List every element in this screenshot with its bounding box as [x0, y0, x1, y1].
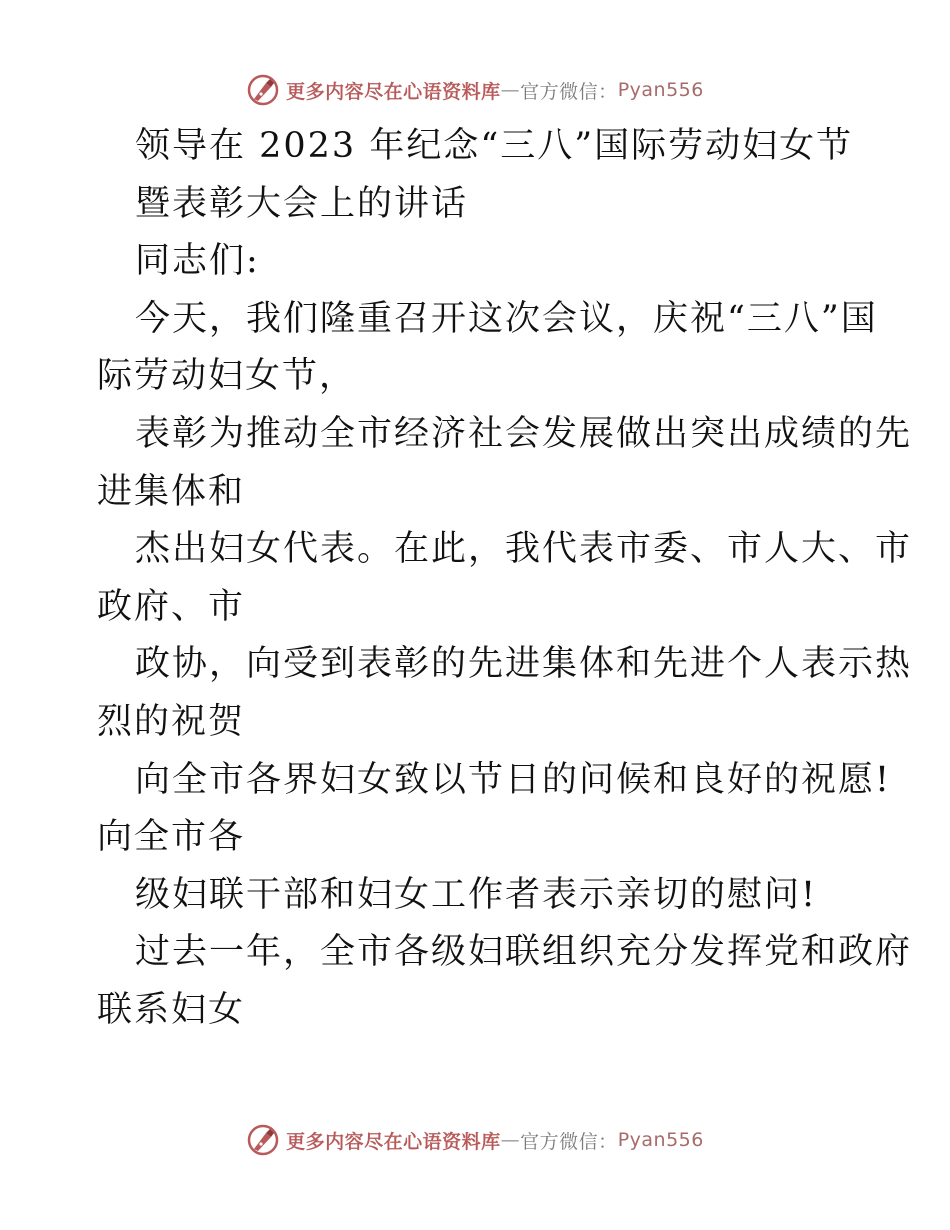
body-line: 政府、市: [97, 586, 246, 627]
watermark-wechat-id: Pyan556: [617, 1129, 704, 1151]
body-line: 表彰为推动全市经济社会发展做出突出成绩的先: [135, 413, 913, 454]
watermark-wechat-label: 官方微信：: [520, 80, 618, 103]
watermark-wechat-label: 官方微信：: [520, 1130, 618, 1153]
title-line-1: 领导在 2023 年纪念“三八”国际劳动妇女节: [135, 126, 854, 166]
body-line: 过去一年，全市各级妇联组织充分发挥党和政府: [135, 932, 913, 973]
header-watermark: [0, 70, 950, 110]
body-line: 今天，我们隆重召开这次会议，庆祝“三八”国: [135, 298, 878, 339]
body-line: 杰出妇女代表。在此，我代表市委、市人大、市: [135, 529, 913, 570]
body-line: 向全市各: [97, 817, 246, 858]
body-line: 烈的祝贺: [97, 701, 246, 742]
watermark-wechat-id: Pyan556: [617, 79, 704, 101]
title-line-2: 暨表彰大会上的讲话: [135, 183, 469, 224]
document-body: [97, 118, 913, 1040]
pen-nib-logo-icon: [246, 1123, 280, 1157]
salutation: 同志们:: [135, 241, 260, 282]
body-line: 际劳动妇女节，: [97, 356, 357, 397]
watermark-dash: —: [500, 79, 521, 101]
body-line: 级妇联干部和妇女工作者表示亲切的慰问!: [135, 874, 818, 915]
watermark-main-text: 更多内容尽在心语资料库: [286, 80, 501, 103]
watermark-dash: —: [500, 1129, 521, 1151]
watermark-main-text: 更多内容尽在心语资料库: [286, 1130, 501, 1153]
footer-watermark: [0, 1120, 950, 1160]
body-line: 联系妇女: [97, 989, 246, 1030]
body-line: 政协，向受到表彰的先进集体和先进个人表示热: [135, 644, 913, 685]
body-line: 向全市各界妇女致以节日的问候和良好的祝愿!: [135, 759, 892, 800]
body-line: 进集体和: [97, 471, 246, 512]
pen-nib-logo-icon: [246, 73, 280, 107]
